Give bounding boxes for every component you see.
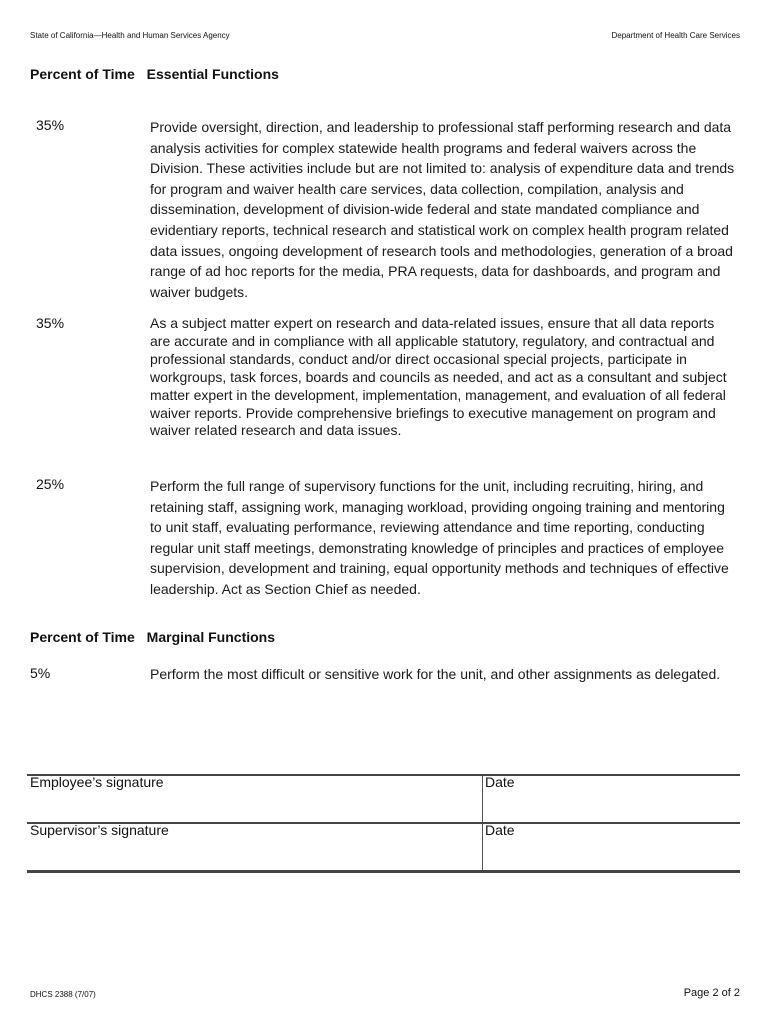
employee-date-label: Date [485, 774, 515, 790]
header-department: Department of Health Care Services [611, 31, 740, 40]
supervisor-signature-row[interactable] [27, 822, 740, 870]
function-description: Perform the most difficult or sensitive work for the unit, and other assignments as delegated. [150, 666, 721, 682]
essential-functions-title: Essential Functions [146, 66, 279, 82]
function-description: Provide oversight, direction, and leadership to professional staff performing research and data analysis activities for complex statewide health programs and federal waivers across the Division. These activities include but are not limited to: analysis of expenditure data and trends for program and waiver health care services, data collection, compilation, analysis and dissemination, development of division-wide federal and state mandated compliance and evidentiary reports, technical research and statistical work on complex health program related data issues, ongoing development of research tools and methodologies, generation of a broad range of ad hoc reports for the media, PRA requests, data for dashboards, and program and waiver budgets. [150, 119, 735, 300]
essential-functions-heading [30, 66, 279, 82]
function-description: Perform the full range of supervisory functions for the unit, including recruiting, hiring, and retaining staff, assigning work, managing workload, providing ongoing training and mentoring to unit staff, evaluating performance, reviewing attendance and time reporting, conducting regular unit staff meetings, demonstrating knowledge of principles and practices of employee supervision, development and training, equal opportunity methods and techniques of effective leadership. Act as Section Chief as needed. [150, 478, 729, 597]
percent-of-time-heading: Percent of Time [30, 629, 135, 645]
page-number: Page 2 of 2 [683, 987, 740, 999]
marginal-functions-title: Marginal Functions [146, 629, 276, 645]
function-percent: 35% [36, 315, 65, 331]
form-id: DHCS 2388 (7/07) [30, 990, 96, 999]
percent-of-time-heading: Percent of Time [30, 66, 135, 82]
column-divider [482, 776, 483, 822]
function-percent: 35% [36, 117, 65, 133]
function-description: As a subject matter expert on research and data-related issues, ensure that all data reports are accurate and in compliance with all applicable statutory, regulatory, and contractual and professional standards, conduct and/or direct occasional special projects, participate in workgroups, task forces, boards and councils as needed, and act as a consultant and subject matter expert in the development, implementation, management, and evaluation of all federal waiver reports. Provide comprehensive briefings to executive management on program and waiver related research and data issues. [150, 315, 727, 439]
supervisor-signature-label: Supervisor’s signature [30, 822, 169, 838]
employee-signature-row[interactable] [27, 774, 740, 822]
marginal-functions-heading [30, 629, 275, 645]
function-percent: 5% [30, 665, 51, 681]
employee-signature-label: Employee’s signature [30, 774, 164, 790]
column-divider [482, 824, 483, 870]
signature-table [27, 774, 740, 873]
function-percent: 25% [36, 476, 65, 492]
supervisor-date-label: Date [485, 822, 515, 838]
header-agency: State of California—Health and Human Services Agency [30, 31, 230, 40]
signature-table-bottom-rule [27, 870, 740, 873]
